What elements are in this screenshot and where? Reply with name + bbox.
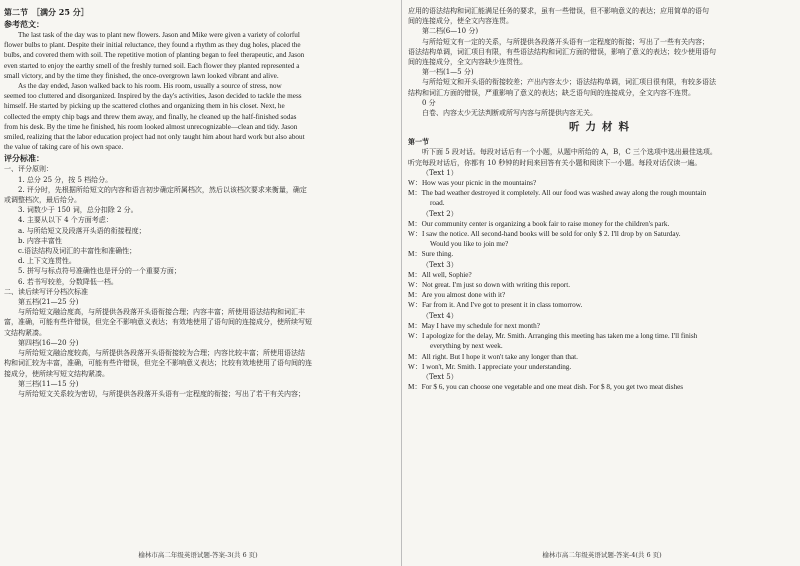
principle-item: 或调整档次，最后给分。 xyxy=(4,196,81,205)
band-text: 构和词汇较为丰富，准确，可能有些许错误，但完全不影响意义表达；比较有效地使用了语句间的连 xyxy=(4,359,312,368)
essay-line: small victory, and by the time they finished, the once-overgrown lawn looked vibrant and alive. xyxy=(4,71,279,80)
instruction-line: 听完每段对话后，你都有 10 秒钟的时间来回答有关小题和阅读下一小题。每段对话仅读一遍。 xyxy=(408,158,702,167)
principle-item: a. 与所给短文及段落开头语的衔接程度； xyxy=(18,226,146,235)
band-text: 与所给短文融洽度较高，与所提供各段落开头语衔接较为合理；内容比较丰富；所使用语法结 xyxy=(18,349,305,358)
dialogue-label: （Text 2） xyxy=(422,209,458,218)
part2-title: 二、读后续写评分档次标准 xyxy=(4,287,88,296)
essay-line: even started to enjoy the earthy smell of the freshly turned soil. Each flower they planted represented a xyxy=(4,61,300,70)
band-text: 间的连接成分，全文内容缺少连贯性。 xyxy=(408,58,527,67)
essay-line: As the day ended, Jason walked back to his room. His room, usually a source of stress, now xyxy=(18,82,282,91)
page-divider xyxy=(401,0,402,566)
band-text: 文结构紧凑。 xyxy=(4,328,46,337)
dialogue-line: W：Not great. I'm just so down with writing this report. xyxy=(408,281,570,290)
dialogue-line: M：All well, Sophie? xyxy=(408,270,472,279)
dialogue-line: W：How was your picnic in the mountains? xyxy=(408,179,537,188)
essay-line: flower bulbs to plant. Despite their initial reluctance, they found a rhythm as they dug holes, placed the xyxy=(4,41,301,50)
band-text: 第二档(6—10 分) xyxy=(422,27,479,36)
listening-title: 听力材料 xyxy=(569,121,635,134)
score-bands-continued xyxy=(408,6,796,118)
dialogue-line: M：Are you almost done with it? xyxy=(408,291,506,300)
dialogue-line: M：For $ 6, you can choose one vegetable and one meat dish. For $ 8, you get two meat dishes xyxy=(408,383,684,392)
instruction-line: 听下面 5 段对话。每段对话后有一个小题，从题中所给的 A，B，C 三个选项中选出最佳选项。 xyxy=(422,148,717,157)
dialogue-line: everything by next week. xyxy=(430,342,503,351)
essay-line: from his desk. By the time he finished, his room looked almost unrecognizable—clean and tidy. Jason xyxy=(4,122,298,131)
band-text: 应用的语法结构和词汇能满足任务的要求，虽有一些错误，但不影响意义的表达；应用简单的语句 xyxy=(408,7,709,15)
dialogue-line: W：I won't, Mr. Smith. I appreciate your understanding. xyxy=(408,362,572,371)
band-text: 白卷、内容太少无法判断或所写内容与所提供内容无关。 xyxy=(422,109,597,118)
page-footer-left: 榆林市高二年级英语试题-答案-3(共 6 页) xyxy=(138,551,258,559)
essay-line: collected the empty chip bags and threw them away, and finally, he cleaned up the half-finished sodas xyxy=(4,112,297,121)
right-page xyxy=(408,6,796,560)
dialogue-line: M：May I have my schedule for next month? xyxy=(408,321,540,330)
scoring-principles xyxy=(4,175,392,287)
essay-line: bulbs, and covered them with soil. The repetitive motion of planting began to feel therapeutic, and Jason xyxy=(4,51,305,60)
band-title: 第三档(11—15 分) xyxy=(18,379,79,388)
model-essay xyxy=(4,30,392,152)
band-text: 与所给短文融洽度高，与所提供各段落开头语衔接合理；内容丰富；所使用语法结构和词汇丰 xyxy=(18,308,305,317)
dialogue-label: （Text 5） xyxy=(422,372,458,381)
essay-line: The last task of the day was to plant new flowers. Jason and Mike were given a variety of colorful xyxy=(18,31,300,39)
band-text: 与所给短文和开头语的衔接较差；产出内容太少；语法结构单调，词汇项目很有限，有较多语法 xyxy=(422,78,716,87)
score-bands xyxy=(4,297,392,399)
section1-title: 第一节 xyxy=(408,137,429,147)
dialogue-label: （Text 1） xyxy=(422,168,458,177)
essay-line: himself. He started by picking up the scattered clothes and organizing them in his closet. Next, he xyxy=(4,102,285,111)
band-text: 与所给短文有一定的关系，与所提供各段落开头语有一定程度的衔接；写出了一些有关内容； xyxy=(422,37,709,46)
principle-item: 1. 总分 25 分，按 5 档给分。 xyxy=(18,175,113,184)
dialogue-line: road. xyxy=(430,199,445,208)
band-text: 富，准确，可能有些许错误，但完全不影响意义表达；有效地使用了语句间的连接成分，使所续写短 xyxy=(4,318,312,327)
band-text: 语法结构单调，词汇项目有限，有些语法结构和词汇方面的错误，影响了意义的表达；较少使用语句 xyxy=(408,47,716,56)
dialogue-line: W：Far from it. And I've got to present it in class tomorrow. xyxy=(408,301,583,310)
essay-line: the value of taking care of his own space. xyxy=(4,143,124,152)
model-essay-label: 参考范文： xyxy=(4,19,44,29)
dialogue-label: （Text 4） xyxy=(422,311,458,320)
band-text: 结构和词汇方面的错误，严重影响了意义的表达；缺乏语句间的连接成分，全文内容不连贯。 xyxy=(408,88,695,97)
part1-title: 一、评分原则： xyxy=(4,165,53,174)
band-text: 接成分，使所续写短文结构紧凑。 xyxy=(4,369,109,378)
principle-item: d. 上下文连贯性。 xyxy=(18,257,76,266)
dialogue-list xyxy=(408,168,796,392)
dialogue-line: M：Our community center is organizing a book fair to raise money for the children's park. xyxy=(408,219,670,228)
essay-line: smiled, realizing that the labor education project had not only taught him about hard work but also about xyxy=(4,133,305,142)
essay-line: seemed too cluttered and disorganized. Inspired by the day's activities, Jason decided to tackle the mess xyxy=(4,92,302,101)
dialogue-line: Would you like to join me? xyxy=(430,240,509,249)
dialogue-line: M：Sure thing. xyxy=(408,250,454,259)
listening-instructions xyxy=(408,147,796,167)
principle-item: 5. 拼写与标点符号准确性也是评分的一个重要方面； xyxy=(18,267,181,276)
band-text: 与所给短文关系较为密切，与所提供各段落开头语有一定程度的衔接；写出了若干有关内容； xyxy=(18,389,305,398)
dialogue-line: M：All right. But I hope it won't take any longer than that. xyxy=(408,352,578,361)
section-title: 第二节 ［满分 25 分］ xyxy=(4,7,89,17)
principle-item: 4. 主要从以下 4 个方面考虑： xyxy=(18,216,113,225)
dialogue-line: W：I apologize for the delay, Mr. Smith. Arranging this meeting has taken me a long time. I'll finish xyxy=(408,332,698,341)
principle-item: 3. 词数少于 150 词，总分扣除 2 分。 xyxy=(18,206,138,215)
dialogue-line: M：The bad weather destroyed it completely. All our food was washed away along the rough mountain xyxy=(408,189,707,198)
principle-item: 6. 若书写较差，分数降低一档。 xyxy=(18,277,118,286)
band-title: 第五档(21—25 分) xyxy=(18,298,79,307)
left-page xyxy=(4,6,392,560)
band-text: 0 分 xyxy=(422,98,436,107)
dialogue-line: W：I saw the notice. All second-hand books will be sold for only $ 2. I'll drop by on Saturday. xyxy=(408,230,681,239)
principle-item: c.语法结构及词汇的丰富性和准确性； xyxy=(18,247,137,256)
band-text: 第一档(1—5 分) xyxy=(422,68,474,77)
band-text: 间的连接成分，使全文内容连贯。 xyxy=(408,17,513,26)
principle-item: b. 内容丰富性 xyxy=(18,236,62,245)
page-footer-right: 榆林市高二年级英语试题-答案-4(共 6 页) xyxy=(542,551,662,559)
dialogue-label: （Text 3） xyxy=(422,260,458,269)
principle-item: 2. 评分时，先根据所给短文的内容和语言初步确定所属档次，然后以该档次要求来衡量，确定 xyxy=(18,185,307,194)
criteria-title: 评分标准： xyxy=(4,153,44,164)
band-title: 第四档(16—20 分) xyxy=(18,338,79,347)
